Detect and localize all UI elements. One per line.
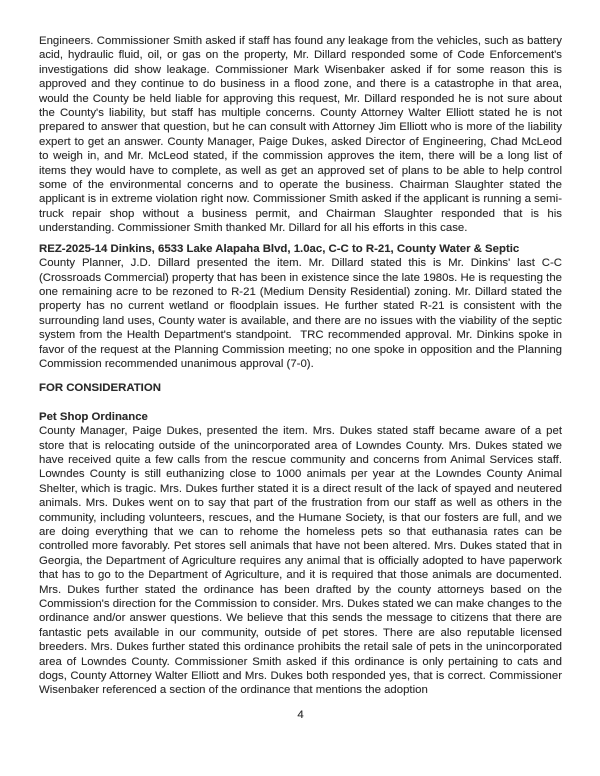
rez-item-body: County Planner, J.D. Dillard presented the item. Mr. Dillard stated this is Mr. Dinkins' last C-C (Crossroads Commercial) property that has been in existence since the late 1980s. He is requesting the one remaining acre to be rezoned to R-21 (Medium Density Residential) zoning. Mr. Dillard stated the property has no current wetland or floodplain issues. He further stated R-21 is consistent with the surrounding land uses, County water is available, and there are no issues with the viability of the septic system from the Health Department's standpoint. TRC recommended approval. Mr. Dinkins spoke in favor of the request at the Planning Commission meeting; no one spoke in opposition and the Planning Commission recommended unanimous approval (7-0). bbox=[39, 257, 566, 370]
pet-shop-item-block bbox=[39, 410, 566, 698]
rez-item-block bbox=[39, 242, 566, 372]
continuation-paragraph: Engineers. Commissioner Smith asked if staff has found any leakage from the vehicles, such as battery acid, hydraulic fluid, oil, or gas on the property, Mr. Dillard responded some of Code Enforcement's investigations did show leakage. Commissioner Mark Wisenbaker asked if for some reason this is approved and they continue to do business in a flood zone, and there is a catastrophe in that area, would the County be held liable for approving this request, Mr. Dillard responded he is not sure about the County's liability, but staff has multiple concerns. County Attorney Walter Elliott stated he is not prepared to answer that question, but he can consult with Attorney Jim Elliott who is more of the liability expert to get an answer. County Manager, Paige Dukes, asked Director of Engineering, Chad McLeod to weigh in, and Mr. McLeod stated, if the commission approves the item, there will be a long list of items they would have to complete, as well as get an approved set of plans to be able to help control some of the environmental concerns and to operate the business. Chairman Slaughter stated the applicant is in extreme violation right now. Commissioner Smith asked if the applicant is running a semi-truck repair shop without a business permit, and Chairman Slaughter responded that is his understanding. Commissioner Smith thanked Mr. Dillard for all his efforts in this case. bbox=[39, 35, 566, 235]
pet-shop-heading: Pet Shop Ordinance bbox=[39, 410, 148, 423]
page-number: 4 bbox=[297, 708, 304, 721]
rez-item-heading: REZ-2025-14 Dinkins, 6533 Lake Alapaha Blvd, 1.0ac, C-C to R-21, County Water & Septic bbox=[39, 242, 520, 255]
for-consideration-heading: FOR CONSIDERATION bbox=[39, 382, 161, 395]
pet-shop-body: County Manager, Paige Dukes, presented the item. Mrs. Dukes stated staff became aware of a pet store that is relocating outside of the unincorporated area of Lowndes County. Mrs. Dukes stated we have received quite a few calls from the rescue community and concerns from Animal Services staff. Lowndes County is still euthanizing close to 1000 animals per year at the Lowndes County Animal Shelter, which is tragic. Mrs. Dukes further stated it is a direct result of the lack of spayed and neutered animals. Mrs. Dukes went on to say that part of the frustration from our staff as well as others in the community, including volunteers, rescues, and the Humane Society, is that our fosters are full, and we are doing everything that we can to rehome the homeless pets so that euthanasia rates can be controlled more favorably. Pet stores sell animals that have not been altered. Mrs. Dukes stated that in Georgia, the Department of Agriculture requires any animal that is officially adopted to have paperwork that has to go to the Department of Agriculture, and it is required that those animals are documented. Mrs. Dukes further stated the ordinance has been drafted by the county attorneys based on the Commission's direction for the Commission to consider. Mrs. Dukes stated we can make changes to the ordinance and/or answer questions. We believe that this sends the message to citizens that there are fantastic pets available in our community, outside of pet stores. There are also reputable licensed breeders. Mrs. Dukes further stated this ordinance prohibits the retail sale of pets in the unincorporated area of Lowndes County. Commissioner Smith asked if this ordinance is only pertaining to cats and dogs, County Attorney Walter Elliott and Mrs. Dukes both responded yes, that is correct. Commissioner Wisenbaker referenced a section of the ordinance that mentions the adoption bbox=[39, 425, 566, 697]
